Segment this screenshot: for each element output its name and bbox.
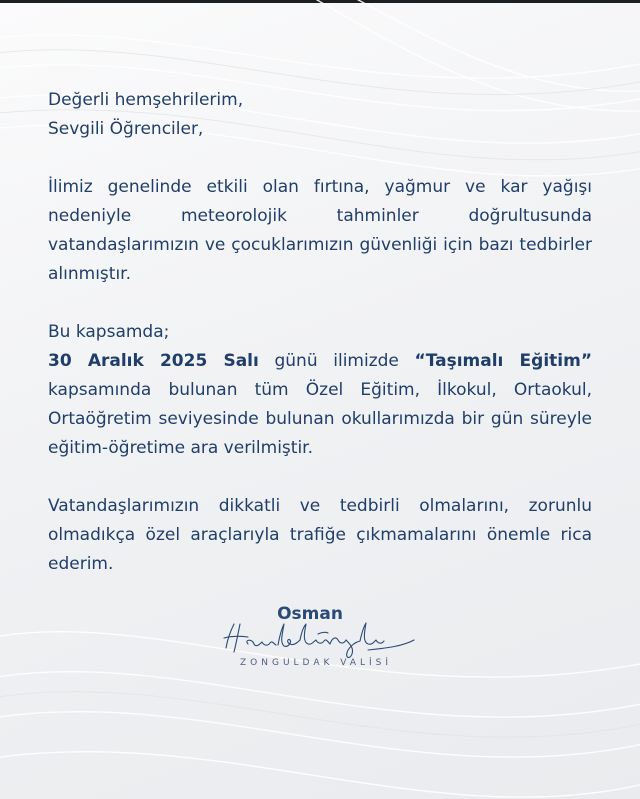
- salutation-line-1: Değerli hemşehrilerim,: [48, 90, 244, 110]
- signatory-first-name: Osman: [277, 604, 343, 624]
- closure-date: 30 Aralık 2025 Salı: [48, 351, 259, 371]
- signature-block: [200, 600, 440, 680]
- paragraph-storm-measures: İlimiz genelinde etkili olan fırtına, yağmur ve kar yağışı nedeniyle meteorolojik tahminler doğrultusunda vatandaşlarımızın ve çocuklarımızın güvenliği için bazı tedbirler alınmıştır.: [48, 177, 592, 284]
- paragraph-scope-intro: Bu kapsamda;: [48, 322, 170, 342]
- closure-text-rest: kapsamında bulunan tüm Özel Eğitim, İlkokul, Ortaokul, Ortaöğretim seviyesinde bulunan okullarımızda bir gün süreyle eğitim-öğretime ara verilmiştir.: [48, 380, 592, 458]
- program-name: “Taşımalı Eğitim”: [414, 351, 593, 371]
- handwritten-signature: [218, 614, 418, 664]
- signatory-title: ZONGULDAK VALİSİ: [239, 658, 393, 668]
- paragraph-traffic-request: Vatandaşlarımızın dikkatli ve tedbirli olmalarını, zorunlu olmadıkça özel araçlarıyla trafiğe çıkmamalarını önemle rica ederim.: [48, 496, 592, 574]
- closure-text-mid: günü ilimizde: [258, 351, 415, 371]
- letter-body: [48, 86, 592, 579]
- paragraph-school-closure: [48, 347, 592, 463]
- salutation-line-2: Sevgili Öğrenciler,: [48, 119, 204, 139]
